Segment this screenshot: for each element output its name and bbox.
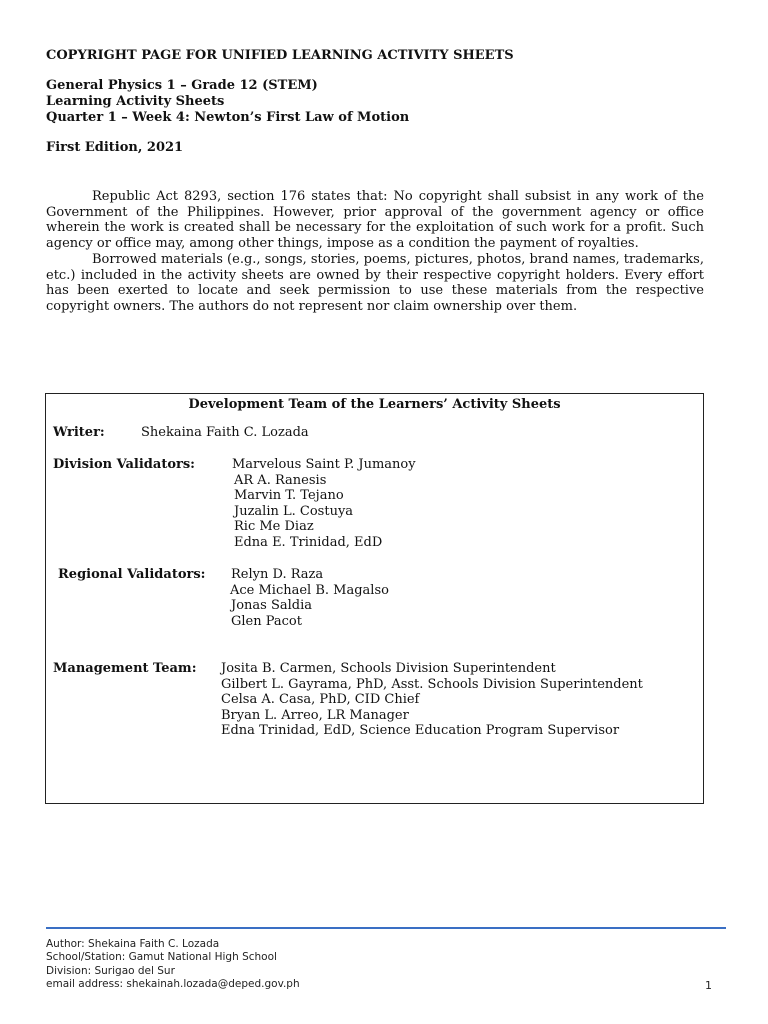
copyright-paragraph-2: Borrowed materials (e.g., songs, stories, poems, pictures, photos, brand names, trademarks, etc.) included in the activity sheets are owned by their respective copyright holders. Every effort has been exerted to locate and seek permission to use these materials from the respective copyright owners. The authors do not represent nor claim ownership over them.	[46, 251, 704, 314]
regional-validators-list	[230, 567, 389, 629]
division-validators-list	[232, 457, 416, 551]
writer-label: Writer:	[53, 425, 105, 440]
team-box-title: Development Team of the Learners’ Activity Sheets	[188, 397, 561, 412]
management-team-label: Management Team:	[53, 661, 197, 676]
list-item: Relyn D. Raza	[231, 567, 324, 582]
footer-school: School/Station: Gamut National High School	[46, 951, 277, 964]
page-number: 1	[705, 979, 712, 992]
list-item: Edna Trinidad, EdD, Science Education Program Supervisor	[221, 723, 620, 739]
list-item: Ace Michael B. Magalso	[230, 582, 389, 598]
division-validators-label: Division Validators:	[53, 457, 195, 472]
list-item: Glen Pacot	[231, 613, 302, 629]
material-title: Learning Activity Sheets	[46, 94, 225, 109]
copyright-header	[46, 48, 726, 156]
footer-info	[46, 938, 300, 991]
page-title: COPYRIGHT PAGE FOR UNIFIED LEARNING ACTIVITY SHEETS	[46, 48, 514, 63]
development-team-box	[45, 393, 704, 804]
copyright-paragraph-1: Republic Act 8293, section 176 states that: No copyright shall subsist in any work of the Government of the Philippines. However, prior approval of the government agency or office wherein the work is created shall be necessary for the exploitation of such work for a profit. Such agency or office may, among other things, impose as a condition the payment of royalties.	[46, 189, 704, 252]
footer-email: email address: shekainah.lozada@deped.gov.ph	[46, 977, 300, 990]
footer-division: Division: Surigao del Sur	[46, 964, 175, 977]
management-team-list	[221, 661, 643, 739]
list-item: AR A. Ranesis	[234, 472, 327, 488]
lesson-title: Quarter 1 – Week 4: Newton’s First Law of Motion	[46, 110, 410, 125]
list-item: Ric Me Diaz	[234, 519, 314, 535]
list-item: Celsa A. Casa, PhD, CID Chief	[221, 692, 420, 708]
list-item: Bryan L. Arreo, LR Manager	[221, 707, 409, 723]
footer-author: Author: Shekaina Faith C. Lozada	[46, 938, 220, 950]
list-item: Juzalin L. Costuya	[234, 503, 354, 519]
list-item: Marvelous Saint P. Jumanoy	[232, 457, 416, 472]
list-item: Gilbert L. Gayrama, PhD, Asst. Schools Division Superintendent	[221, 676, 643, 692]
course-title: General Physics 1 – Grade 12 (STEM)	[46, 78, 318, 93]
copyright-notice	[46, 189, 704, 315]
footer-divider	[46, 927, 726, 929]
list-item: Edna E. Trinidad, EdD	[234, 534, 383, 550]
edition-label: First Edition, 2021	[46, 140, 184, 155]
list-item: Jonas Saldia	[231, 598, 313, 614]
list-item: Josita B. Carmen, Schools Division Superintendent	[221, 661, 556, 676]
regional-validators-label: Regional Validators:	[58, 567, 206, 582]
list-item: Marvin T. Tejano	[234, 488, 344, 504]
writer-name: Shekaina Faith C. Lozada	[141, 425, 309, 440]
